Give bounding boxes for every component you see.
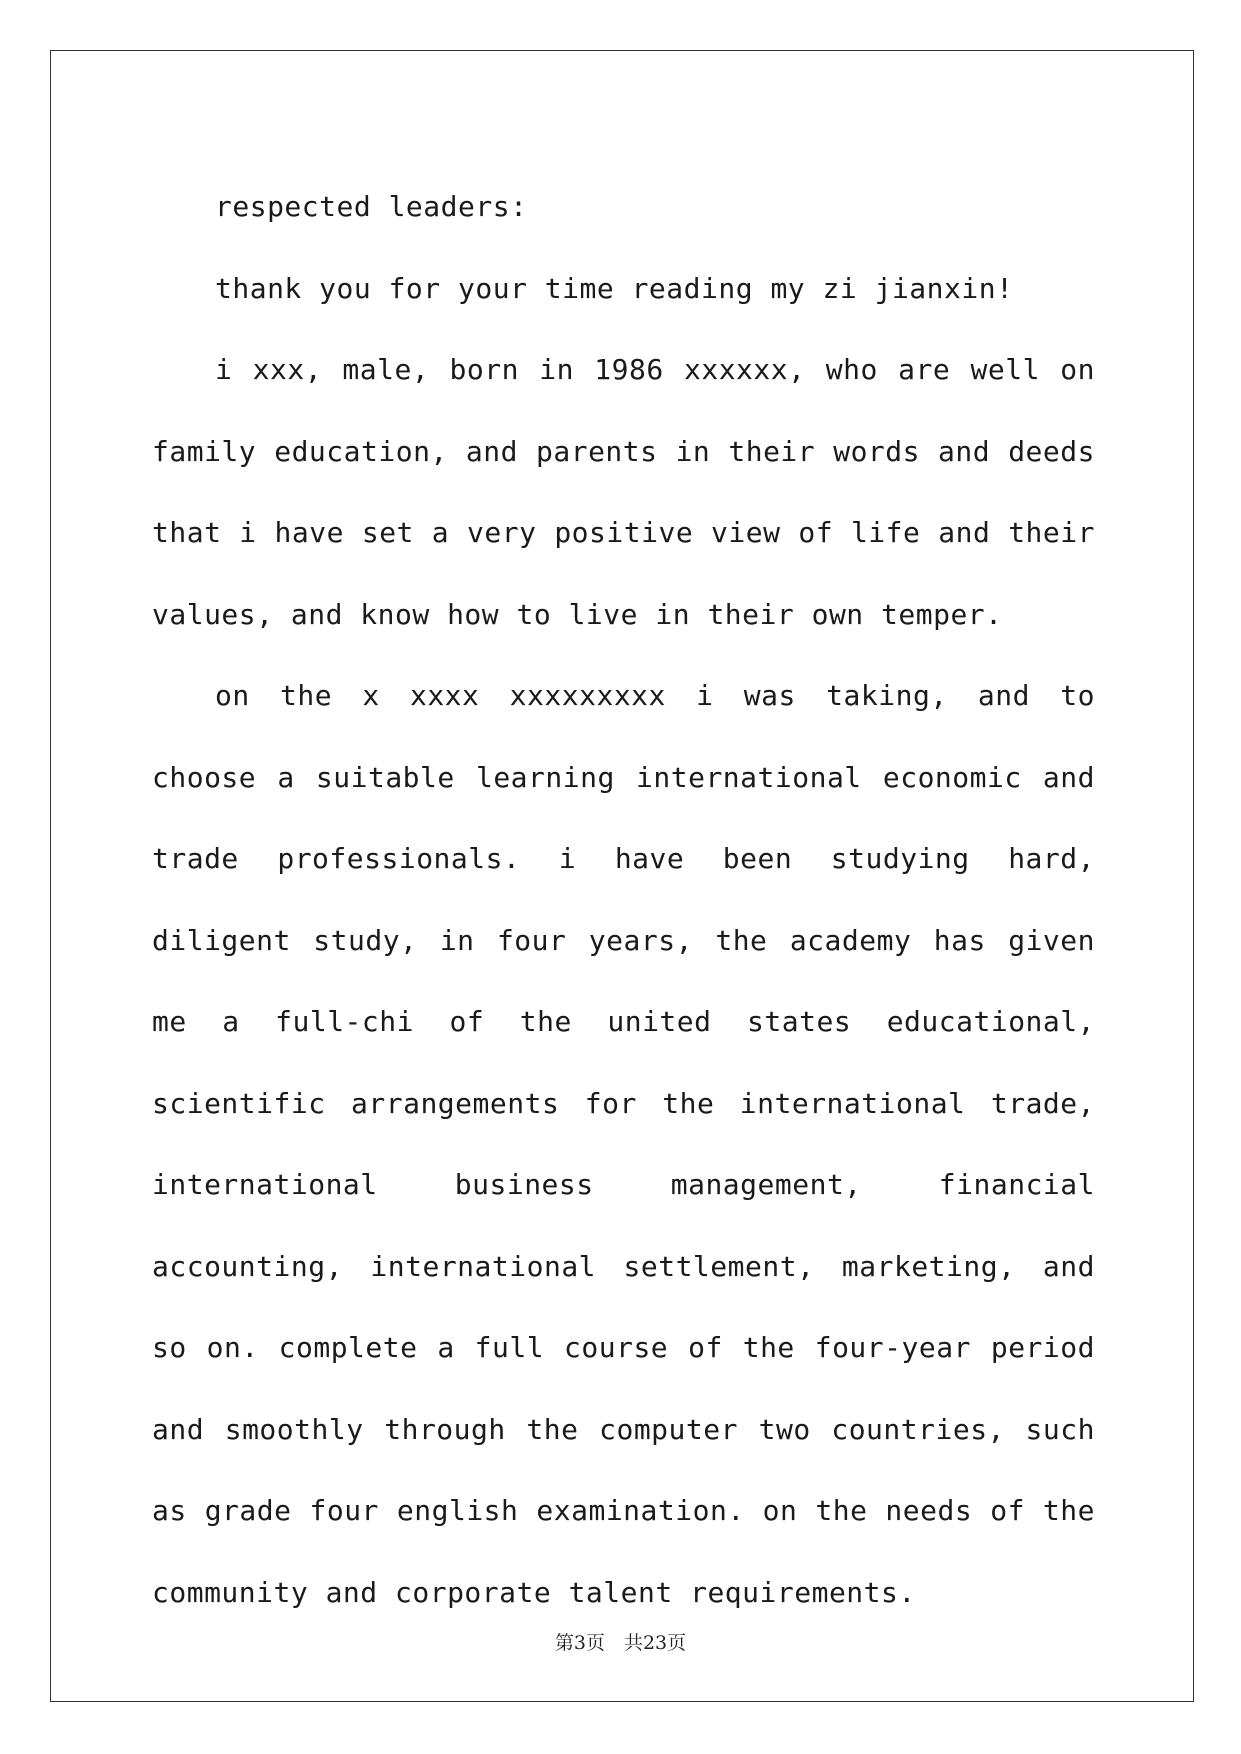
page-number-label: 第3页 共23页: [554, 1632, 687, 1654]
salutation: respected leaders:: [215, 190, 528, 223]
page-number-footer: [0, 1628, 1241, 1655]
opening-line: thank you for your time reading my zi jianxin!: [215, 271, 1014, 305]
paragraph-background: i xxx, male, born in 1986 xxxxxx, who are well on family education, and parents in their words and deeds that i have set a very positive view of life and their values, and know how to live in their own temper.: [152, 353, 1095, 631]
document-body: [152, 166, 1095, 1633]
paragraph-education: on the x xxxx xxxxxxxxx i was taking, and to choose a suitable learning international economic and trade professionals. i have been studying hard, diligent study, in four years, the academy has given me a full-chi of the united states educational, scientific arrangements for the international trade, international business management, financial accounting, international settlement, marketing, and so on. complete a full course of the four-year period and smoothly through the computer two countries, such as grade four english examination. on the needs of the community and corporate talent requirements.: [152, 679, 1095, 1609]
